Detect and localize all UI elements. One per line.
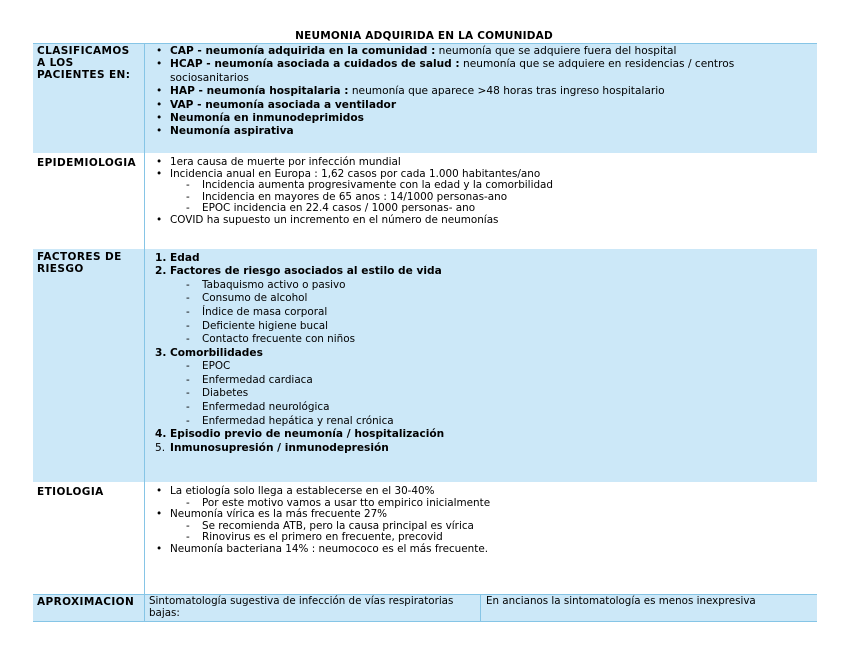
list-item: • CAP - neumonía adquirida en la comunidad : neumonía que se adquiere fuera del hospital	[154, 45, 804, 58]
column-divider-aprox	[480, 594, 481, 621]
aproximacion-col1: Sintomatología sugestiva de infección de vías respiratorias bajas:	[149, 595, 454, 619]
list-item: 2. Factores de riesgo asociados al estilo de vida	[155, 265, 442, 278]
label-clasificamos: CLASIFICAMOS A LOS PACIENTES EN:	[37, 45, 131, 81]
list-item: - Rinovirus es el primero en frecuente, precovid	[154, 532, 804, 544]
list-item: 4. Episodio previo de neumonía / hospitalización	[155, 428, 445, 441]
list-item: • Neumonía en inmunodeprimidos	[154, 112, 804, 125]
list-item: • 1era causa de muerte por infección mundial	[154, 157, 804, 169]
list-item: • La etiología solo llega a establecerse en el 30-40%	[154, 486, 804, 498]
page-title: NEUMONIA ADQUIRIDA EN LA COMUNIDAD	[295, 30, 553, 42]
list-item: - Se recomienda ATB, pero la causa principal es vírica	[154, 521, 804, 533]
label-factores: FACTORES DE RIESGO	[37, 251, 122, 275]
list-item: 5. Inmunosupresión / inmunodepresión	[155, 441, 389, 454]
list-item: - EPOC incidencia en 22.4 casos / 1000 personas- ano	[154, 203, 804, 215]
list-item: • Neumonía vírica es la más frecuente 27%	[154, 509, 804, 521]
list-item: - Incidencia aumenta progresivamente con la edad y la comorbilidad	[154, 180, 804, 192]
list-item: - Índice de masa corporal	[154, 306, 804, 320]
list-item: • Incidencia anual en Europa : 1,62 casos por cada 1.000 habitantes/ano	[154, 169, 804, 181]
list-item: - Por este motivo vamos a usar tto empirico inicialmente	[154, 498, 804, 510]
label-epidemiologia: EPIDEMIOLOGIA	[37, 157, 137, 169]
list-item: - Incidencia en mayores de 65 anos : 14/1000 personas-ano	[154, 192, 804, 204]
list-item: • HCAP - neumonía asociada a cuidados de salud : neumonía que se adquiere en residencias / centros sociosanitarios	[154, 58, 770, 85]
aproximacion-col2: En ancianos la sintomatología es menos inexpresiva	[486, 595, 756, 607]
list-item: • COVID ha supuesto un incremento en el número de neumonías	[154, 215, 804, 227]
epidemiologia-content	[154, 157, 804, 226]
list-item: - Contacto frecuente con niños	[154, 333, 804, 347]
list-item: - Enfermedad hepática y renal crónica	[154, 415, 804, 429]
label-etiologia: ETIOLOGIA	[37, 486, 104, 498]
list-item: • VAP - neumonía asociada a ventilador	[154, 99, 804, 112]
list-item: - Consumo de alcohol	[154, 292, 804, 306]
list-item: - Enfermedad cardiaca	[154, 374, 804, 388]
list-item: - EPOC	[154, 360, 804, 374]
row-top-border	[33, 43, 817, 44]
factores-content	[154, 252, 804, 455]
list-item: - Enfermedad neurológica	[154, 401, 804, 415]
list-item: • Neumonía aspirativa	[154, 125, 804, 138]
column-divider	[144, 43, 145, 621]
etiologia-content	[154, 486, 804, 555]
list-item: - Tabaquismo activo o pasivo	[154, 279, 804, 293]
list-item: • Neumonía bacteriana 14% : neumococo es el más frecuente.	[154, 544, 804, 556]
label-aproximacion: APROXIMACION	[37, 596, 135, 608]
list-item: 1. Edad	[155, 252, 200, 264]
list-item: • HAP - neumonía hospitalaria : neumonía que aparece >48 horas tras ingreso hospitalario	[154, 85, 804, 98]
list-item: 3. Comorbilidades	[155, 346, 263, 359]
clasificamos-content	[154, 45, 804, 139]
list-item: - Diabetes	[154, 387, 804, 401]
list-item: - Deficiente higiene bucal	[154, 320, 804, 334]
row-aproximacion-bottom	[33, 621, 817, 622]
